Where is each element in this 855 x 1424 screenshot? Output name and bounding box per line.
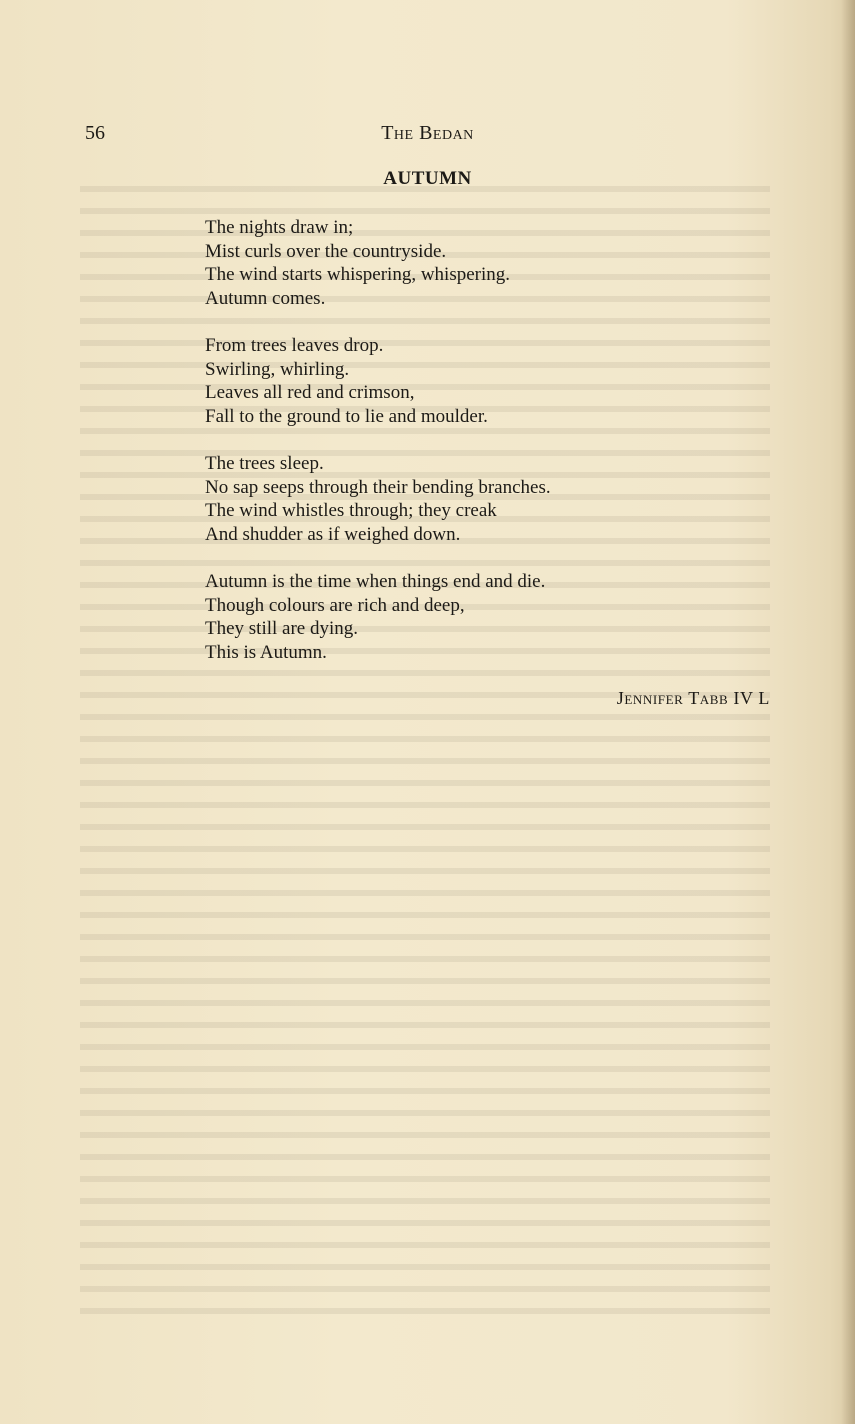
- poem-line: Fall to the ground to lie and moulder.: [205, 405, 488, 427]
- poem-author: Jennifer Tabb IV L: [616, 688, 770, 708]
- page-edge-shadow: [841, 0, 855, 1424]
- stanza: [205, 452, 765, 546]
- poem-line: Though colours are rich and deep,: [205, 594, 465, 616]
- poem-line: From trees leaves drop.: [205, 335, 384, 356]
- poem-line: And shudder as if weighed down.: [205, 523, 461, 545]
- poem-line: Mist curls over the countryside.: [205, 240, 447, 262]
- poem-line: The wind starts whispering, whispering.: [205, 264, 511, 285]
- poem-line: The nights draw in;: [205, 217, 354, 238]
- page-number: 56: [85, 122, 105, 144]
- poem-body: [205, 216, 765, 688]
- poem-line: Autumn comes.: [205, 287, 326, 309]
- page-header: [85, 122, 770, 148]
- poem-line: The wind whistles through; they creak: [205, 500, 497, 521]
- poem-line: They still are dying.: [205, 618, 359, 639]
- poem-line: Leaves all red and crimson,: [205, 382, 415, 403]
- stanza: [205, 570, 765, 664]
- poem-line: Autumn is the time when things end and die.: [205, 571, 546, 592]
- poem-line: No sap seeps through their bending branches.: [205, 476, 551, 498]
- poem-line: Swirling, whirling.: [205, 358, 350, 380]
- poem-line: The trees sleep.: [205, 453, 324, 474]
- stanza: [205, 334, 765, 428]
- stanza: [205, 216, 765, 310]
- running-head: The Bedan: [381, 122, 474, 144]
- poem-line: This is Autumn.: [205, 641, 327, 663]
- poem-title: AUTUMN: [383, 168, 472, 189]
